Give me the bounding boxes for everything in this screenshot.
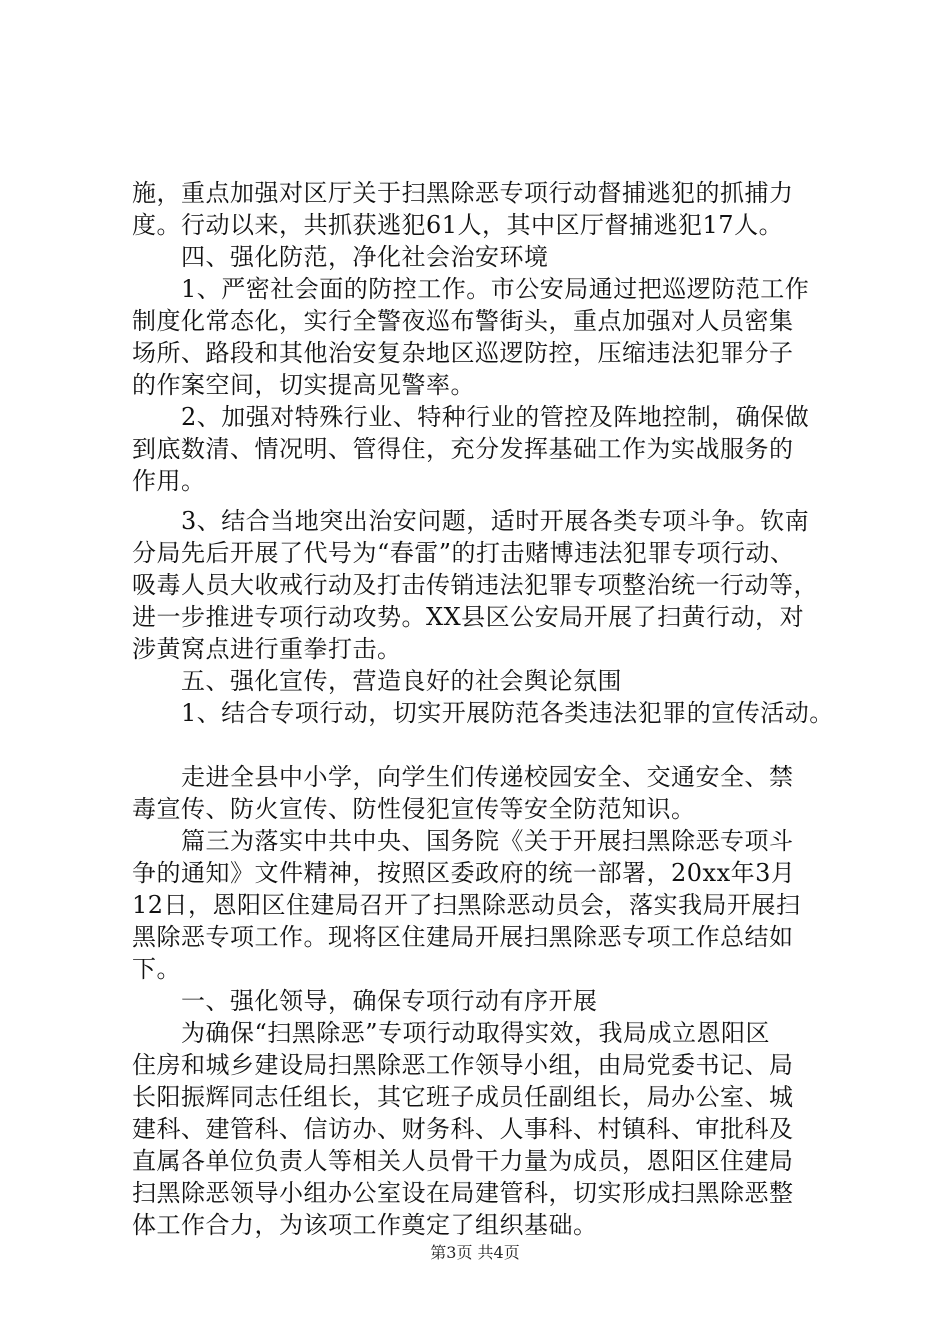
text-line: 进一步推进专项行动攻势。XX县区公安局开展了扫黄行动，对 [132, 603, 805, 631]
text-line: 度。行动以来，共抓获逃犯61人，其中区厅督捕逃犯17人。 [132, 211, 784, 239]
text-line: 3、结合当地突出治安问题，适时开展各类专项斗争。钦南 [132, 507, 810, 535]
text-line: 扫黑除恶领导小组办公室设在局建管科，切实形成扫黑除恶整 [132, 1179, 794, 1207]
text-line: 篇三为落实中共中央、国务院《关于开展扫黑除恶专项斗 [132, 827, 794, 855]
text-line: 作用。 [132, 467, 206, 495]
page-number-footer: 第3页 共4页 [430, 1243, 520, 1262]
text-line: 吸毒人员大收戒行动及打击传销违法犯罪专项整治统一行动等， [132, 571, 818, 599]
text-line: 建科、建管科、信访办、财务科、人事科、村镇科、审批科及 [132, 1115, 794, 1143]
text-line: 到底数清、情况明、管得住，充分发挥基础工作为实战服务的 [132, 435, 794, 463]
text-line: 制度化常态化，实行全警夜巡布警街头，重点加强对人员密集 [132, 307, 794, 335]
text-line: 走进全县中小学，向学生们传递校园安全、交通安全、禁 [132, 763, 794, 791]
text-line: 体工作合力，为该项工作奠定了组织基础。 [132, 1211, 598, 1239]
text-line: 分局先后开展了代号为“春雷”的打击赌博违法犯罪专项行动、 [132, 539, 795, 567]
text-line: 下。 [132, 955, 181, 983]
section-heading: 五、强化宣传，营造良好的社会舆论氛围 [132, 667, 622, 695]
section-heading: 四、强化防范，净化社会治安环境 [132, 243, 549, 271]
text-line: 争的通知》文件精神，按照区委政府的统一部署，20xx年3月 [132, 859, 796, 887]
section-heading: 一、强化领导，确保专项行动有序开展 [132, 987, 598, 1015]
text-line: 直属各单位负责人等相关人员骨干力量为成员，恩阳区住建局 [132, 1147, 794, 1175]
text-line: 长阳振辉同志任组长，其它班子成员任副组长，局办公室、城 [132, 1083, 794, 1111]
text-line: 毒宣传、防火宣传、防性侵犯宣传等安全防范知识。 [132, 795, 696, 823]
text-line: 2、加强对特殊行业、特种行业的管控及阵地控制，确保做 [132, 403, 810, 431]
text-line: 施，重点加强对区厅关于扫黑除恶专项行动督捕逃犯的抓捕力 [132, 179, 794, 207]
text-line: 的作案空间，切实提高见警率。 [132, 371, 475, 399]
text-line: 12日，恩阳区住建局召开了扫黑除恶动员会，落实我局开展扫 [132, 891, 801, 919]
text-line: 1、严密社会面的防控工作。市公安局通过把巡逻防范工作 [132, 275, 810, 303]
text-line: 为确保“扫黑除恶”专项行动取得实效，我局成立恩阳区 [132, 1019, 771, 1047]
text-line: 场所、路段和其他治安复杂地区巡逻防控，压缩违法犯罪分子 [132, 339, 794, 367]
text-line: 涉黄窝点进行重拳打击。 [132, 635, 402, 663]
text-line: 1、结合专项行动，切实开展防范各类违法犯罪的宣传活动。 [132, 699, 834, 727]
text-line: 住房和城乡建设局扫黑除恶工作领导小组，由局党委书记、局 [132, 1051, 794, 1079]
text-line: 黑除恶专项工作。现将区住建局开展扫黑除恶专项工作总结如 [132, 923, 794, 951]
